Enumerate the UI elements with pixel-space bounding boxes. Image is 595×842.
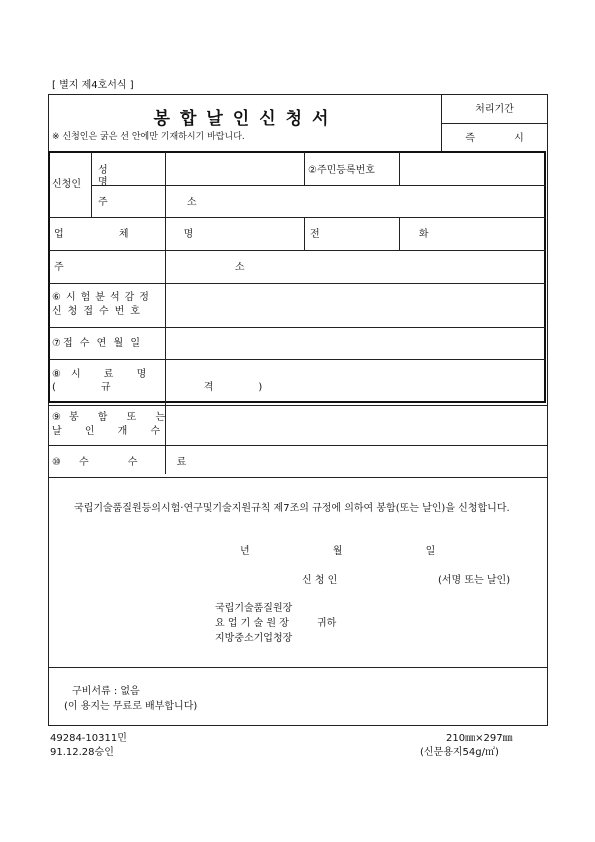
row-divider-date (49, 359, 546, 360)
rrn-label: ②주민등록번호 (308, 165, 375, 176)
row-divider-seal-top (49, 405, 547, 406)
sign-note: (서명 또는 날인) (438, 575, 511, 586)
processing-period-value: 즉 시 (465, 133, 542, 144)
footer-code: 49284-10311민 (50, 733, 127, 744)
row-divider-fee (49, 477, 547, 478)
free-note: (이 용지는 무료로 배부합니다) (64, 701, 198, 712)
form-notice: ※ 신청인은 굵은 선 안에만 기재하시기 바랍니다. (52, 132, 245, 142)
processing-divider (441, 123, 548, 124)
form-label: [ 별지 제4호서식 ] (52, 80, 134, 91)
required-docs: 구비서류 : 없음 (72, 686, 140, 697)
sample-label-2: (규 격) (52, 382, 308, 393)
row-divider-docs (49, 667, 547, 668)
test-request-label-2: 신청접수번호 (52, 306, 146, 317)
name-label (98, 165, 160, 189)
addressee-suffix: 귀하 (317, 618, 337, 629)
footer-paper: (신문용지54g/㎡) (420, 747, 499, 758)
row-divider-company (49, 250, 546, 251)
receipt-date-label: ⑦접 수 연 월 일 (52, 338, 142, 349)
row-divider-seal (49, 445, 547, 446)
page-title: 봉합날인신청서 (153, 109, 339, 129)
row-divider-applicant (49, 217, 546, 218)
row-divider-test (49, 327, 546, 328)
seal-count-label-2: 날 인 개 수 (52, 426, 171, 437)
row-divider-address (49, 283, 546, 284)
footer-size: 210㎜×297㎜ (446, 733, 513, 744)
company-label: 업 체 명 (54, 229, 220, 240)
footer-approval: 91.12.28승인 (50, 747, 114, 758)
applicant-address-label: 주 소 (98, 197, 235, 208)
phone-divider-left (304, 217, 305, 250)
phone-label: 전 화 (310, 229, 477, 240)
processing-period-label: 처리기간 (475, 104, 514, 115)
fee-label: ⑩수 수 료 (52, 457, 205, 468)
recipient-1: 국립기술품질원장 (215, 603, 293, 614)
name-label-text: 성 명 (98, 165, 146, 188)
seal-count-label-1: ⑨봉 함 또 는 (52, 412, 174, 423)
signer-label: 신 청 인 (302, 575, 338, 586)
application-statement: 국립기술품질원등의시험·연구및기술지원규칙 제7조의 규정에 의하여 봉함(또는 날인)을 신청합니다. (74, 503, 510, 514)
test-request-label-1: ⑥시험분석감정 (52, 292, 154, 303)
rrn-divider-left (304, 152, 305, 185)
date-line: 년 월 일 (240, 546, 476, 557)
rrn-divider-right (399, 152, 400, 185)
applicant-group-label: 신청인 (52, 179, 81, 190)
recipient-2: 요 업 기 술 원 장 (215, 618, 289, 629)
recipient-3: 지방중소기업청장 (215, 633, 293, 644)
sample-label-1: ⑧시 료 명 (52, 369, 157, 380)
address-label: 주 소 (54, 262, 329, 273)
